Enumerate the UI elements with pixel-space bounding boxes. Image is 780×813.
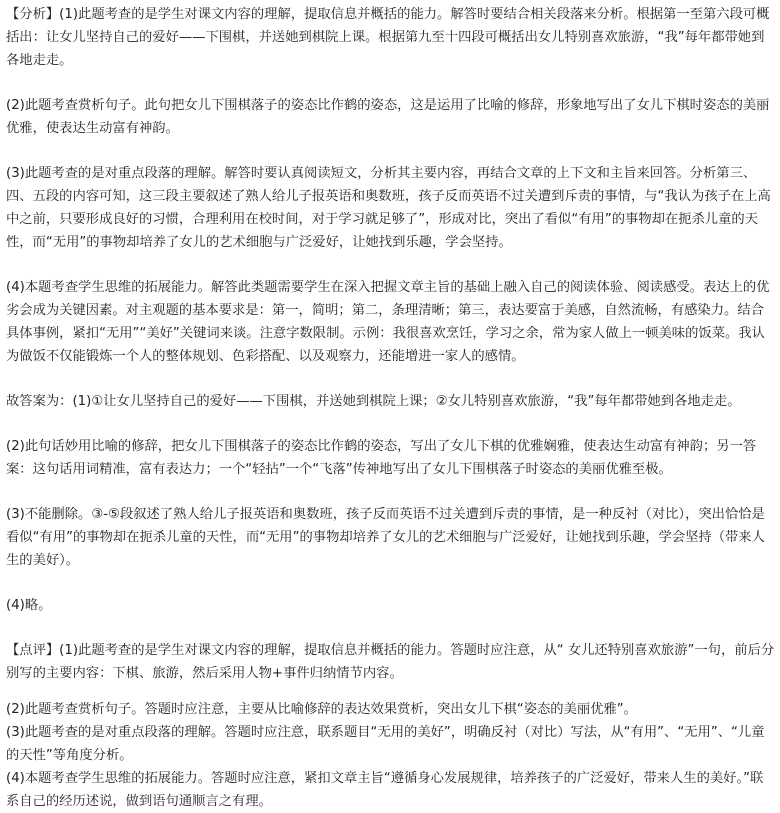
comment-paragraph-2: (2)此题考查赏析句子。答题时应注意，主要从比喻修辞的表达效果赏析，突出女儿下棋“姿态的美丽优雅”。 (6, 702, 637, 717)
answer-paragraph-1: 故答案为：(1)①让女儿坚持自己的爱好——下围棋，并送她到棋院上课；②女儿特别喜欢旅游，“我”每年都带她到各地走走。 (6, 394, 741, 409)
analysis-paragraph-3: (3)此题考查的是对重点段落的理解。解答时要认真阅读短文，分析其主要内容，再结合文章的上下文和主旨来回答。分析第三、四、五段的内容可知，这三段主要叙述了熟人给儿子报英语和奥数班，孩子反而英语不过关遭到斥责的事情，与“我认为孩子在上高中之前，只要形成良好的习惯，合理利用在校时间，对于学习就足够了”，形成对比，突出了看似“有用”的事物却在扼杀儿童的天性，而“无用”的事物却培养了女儿的艺术细胞与广泛爱好，让她找到乐趣，学会坚持。 (6, 166, 771, 250)
analysis-paragraph-1: 【分析】(1)此题考查的是学生对课文内容的理解，提取信息并概括的能力。解答时要结合相关段落来分析。根据第一至第六段可概括出：让女儿坚持自己的爱好——下围棋，并送她到棋院上课。根据第九至十四段可概括出女儿特别喜欢旅游，“我”每年都带她到各地走走。 (6, 7, 770, 68)
analysis-paragraph-2: (2)此题考查赏析句子。此句把女儿下围棋落子的姿态比作鹤的姿态，这是运用了比喻的修辞，形象地写出了女儿下棋时姿态的美丽优雅，使表达生动富有神韵。 (6, 98, 770, 136)
answer-paragraph-2: (2)此句话妙用比喻的修辞，把女儿下围棋落子的姿态比作鹤的姿态，写出了女儿下棋的优雅娴雅，使表达生动富有神韵；另一答案：这句话用词精准，富有表达力；一个“轻拈”一个“飞落”传神地写出了女儿下围棋落子时姿态的美丽优雅至极。 (6, 439, 757, 477)
comment-paragraph-3: (3)此题考查的是对重点段落的理解。答题时应注意，联系题目“无用的美好”，明确反衬（对比）写法，从“有用”、“无用”、“儿童的天性”等角度分析。 (6, 725, 765, 763)
analysis-paragraph-4: (4)本题考查学生思维的拓展能力。解答此类题需要学生在深入把握文章主旨的基础上融入自己的阅读体验、阅读感受。表达上的优劣会成为关键因素。对主观题的基本要求是：第一，简明；第二，条理清晰；第三，表达要富于美感，自然流畅，有感染力。结合具体事例，紧扣“无用”“美好”关键词来谈。注意字数限制。示例：我很喜欢烹饪，学习之余，常为家人做上一顿美味的饭菜。我认为做饭不仅能锻炼一个人的整体规划、色彩搭配、以及观察力，还能增进一家人的感情。 (6, 280, 770, 364)
answer-paragraph-3: (3)不能删除。③-⑤段叙述了熟人给儿子报英语和奥数班，孩子反而英语不过关遭到斥责的事情，是一种反衬（对比），突出恰恰是看似“有用”的事物却在扼杀儿童的天性，而“无用”的事物却培养了女儿的艺术细胞与广泛爱好，让她找到乐趣，学会坚持（带来人生的美好）。 (6, 507, 765, 568)
answer-paragraph-4: (4)略。 (6, 598, 52, 613)
comment-paragraph-4: (4)本题考查学生思维的拓展能力。答题时应注意，紧扣文章主旨“遵循身心发展规律，培养孩子的广泛爱好，带来人生的美好。”联系自己的经历述说，做到语句通顺言之有理。 (6, 771, 764, 809)
comment-paragraph-1: 【点评】(1)此题考查的是学生对课文内容的理解，提取信息并概括的能力。答题时应注意，从“ 女儿还特别喜欢旅游”一句，前后分别写的主要内容：下棋、旅游，然后采用人物+事件归纳情节内容。 (6, 643, 775, 681)
